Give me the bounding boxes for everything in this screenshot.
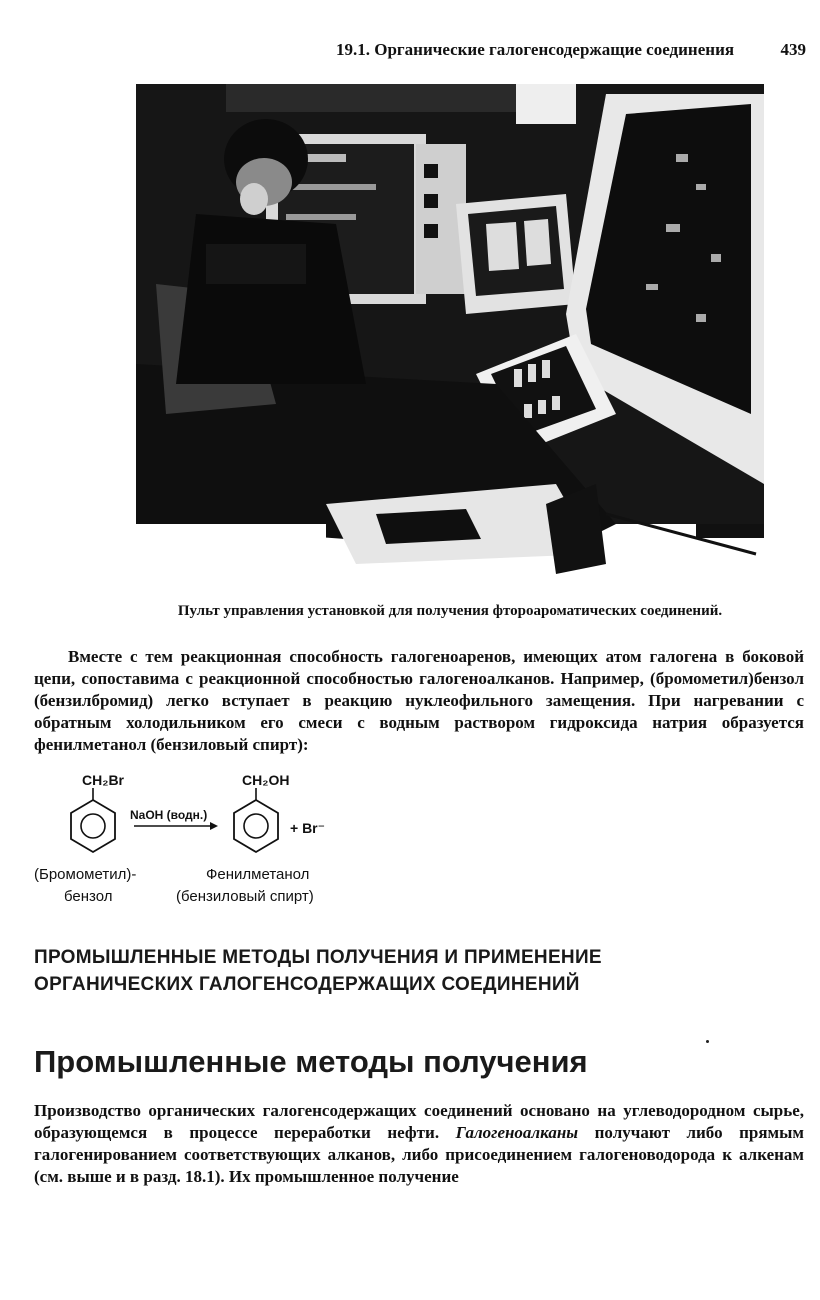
paragraph2-italic-term: Галогеноалканы <box>455 1123 579 1142</box>
section-heading-line1: ПРОМЫШЛЕННЫЕ МЕТОДЫ ПОЛУЧЕНИЯ И ПРИМЕНЕНИЕ <box>34 947 602 968</box>
reactant-name-line1: (Бромометил)- <box>34 866 137 883</box>
section-heading <box>34 944 794 998</box>
section-heading-line2: ОРГАНИЧЕСКИХ ГАЛОГЕНСОДЕРЖАЩИХ СОЕДИНЕНИЙ <box>34 974 580 995</box>
reactant-substituent: CH₂Br <box>82 772 124 788</box>
byproduct-label: + Br⁻ <box>290 820 326 836</box>
figure-caption: Пульт управления установкой для получения фтороароматических соединений. <box>177 603 723 619</box>
subheading: Промышленные методы получения <box>34 1044 588 1079</box>
paragraph-benzyl-bromide: Вместе с тем реакционная способность галогеноаренов, имеющих атом галогена в боковой цепи, сопоставима с реакционной способностью галогеноалканов. Например, (бромометил)бензол (бензилбромид) легко вступает в реакцию нуклеофильного замещения. При нагревании с обратным холодильником его смеси с водным раствором гидроксида натрия образуется фенилметанол (бензиловый спирт): <box>34 647 804 754</box>
product-name-line2: (бензиловый спирт) <box>176 888 314 905</box>
paragraph-industrial-production <box>34 1100 804 1188</box>
product-substituent: CH₂OH <box>242 772 290 788</box>
reagent-label: NaOH (водн.) <box>130 808 208 822</box>
running-header <box>336 40 806 66</box>
benzene-rings-and-arrow <box>60 786 320 866</box>
page-number: 439 <box>780 40 806 59</box>
stray-dot <box>706 1040 709 1043</box>
paragraph2-part1: Производство органических галогенсодержащих соединений основано на углеводородном сырье, образующемся в процессе переработки нефти. <box>34 1101 804 1142</box>
reactant-name-line2: бензол <box>64 888 113 905</box>
reaction-scheme <box>34 768 420 918</box>
product-name-line1: Фенилметанол <box>206 866 310 883</box>
control-room-photo <box>136 84 764 576</box>
running-header-title: 19.1. Органические галогенсодержащие соединения <box>336 40 735 59</box>
paragraph2-part2: получают либо прямым галогенированием соответствующих алканов, либо присоединением галогеноводорода к алкенам (см. выше и в разд. 18.1). Их промышленное получение <box>34 1123 804 1186</box>
